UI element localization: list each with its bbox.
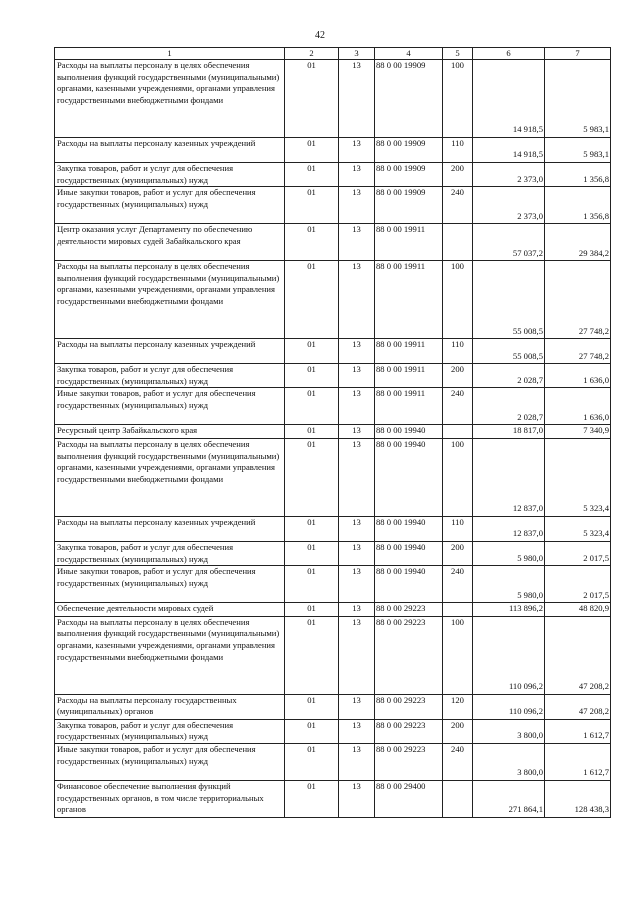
subsection-code: 13 <box>339 719 375 743</box>
amount-col7: 47 208,2 <box>545 694 611 719</box>
amount-col6: 3 800,0 <box>473 719 545 743</box>
expense-type-code <box>443 603 473 617</box>
amount-col7: 5 323,4 <box>545 516 611 541</box>
section-code: 01 <box>285 780 339 817</box>
column-header: 6 <box>473 48 545 60</box>
expense-type-code: 240 <box>443 566 473 603</box>
amount-col7: 1 636,0 <box>545 364 611 388</box>
expense-type-code: 110 <box>443 339 473 364</box>
row-name: Расходы на выплаты персоналу государственных (муниципальных) органов <box>55 694 285 719</box>
subsection-code: 13 <box>339 261 375 339</box>
section-code: 01 <box>285 187 339 224</box>
column-header: 5 <box>443 48 473 60</box>
amount-col6: 12 837,0 <box>473 438 545 516</box>
amount-col7: 5 983,1 <box>545 138 611 163</box>
subsection-code: 13 <box>339 138 375 163</box>
section-code: 01 <box>285 541 339 565</box>
row-name: Расходы на выплаты персоналу в целях обеспечения выполнения функций государственными (муниципальными) органами, казенными учреждениями, органами управления государственными внебюджетными фондами <box>55 261 285 339</box>
table-row <box>55 516 611 541</box>
table-row <box>55 261 611 339</box>
subsection-code: 13 <box>339 388 375 425</box>
section-code: 01 <box>285 60 339 138</box>
amount-col6: 55 008,5 <box>473 339 545 364</box>
target-article-code: 88 0 00 19940 <box>375 438 443 516</box>
target-article-code: 88 0 00 19911 <box>375 388 443 425</box>
target-article-code: 88 0 00 29223 <box>375 719 443 743</box>
section-code: 01 <box>285 163 339 187</box>
subsection-code: 13 <box>339 425 375 439</box>
page-number: 42 <box>315 30 325 41</box>
subsection-code: 13 <box>339 743 375 780</box>
target-article-code: 88 0 00 19909 <box>375 60 443 138</box>
row-name: Центр оказания услуг Департаменту по обеспечению деятельности мировых судей Забайкальского края <box>55 224 285 261</box>
row-name: Иные закупки товаров, работ и услуг для обеспечения государственных (муниципальных) нужд <box>55 743 285 780</box>
table-row <box>55 603 611 617</box>
section-code: 01 <box>285 425 339 439</box>
amount-col7: 5 983,1 <box>545 60 611 138</box>
amount-col6: 5 980,0 <box>473 566 545 603</box>
table-row <box>55 364 611 388</box>
table-row <box>55 224 611 261</box>
expense-type-code: 110 <box>443 516 473 541</box>
subsection-code: 13 <box>339 694 375 719</box>
target-article-code: 88 0 00 29400 <box>375 780 443 817</box>
section-code: 01 <box>285 603 339 617</box>
expense-type-code: 200 <box>443 163 473 187</box>
section-code: 01 <box>285 719 339 743</box>
column-header: 1 <box>55 48 285 60</box>
amount-col6: 18 817,0 <box>473 425 545 439</box>
row-name: Закупка товаров, работ и услуг для обеспечения государственных (муниципальных) нужд <box>55 541 285 565</box>
table-row <box>55 694 611 719</box>
expense-type-code: 120 <box>443 694 473 719</box>
amount-col7: 1 356,8 <box>545 163 611 187</box>
table-row <box>55 780 611 817</box>
target-article-code: 88 0 00 19909 <box>375 187 443 224</box>
row-name: Иные закупки товаров, работ и услуг для обеспечения государственных (муниципальных) нужд <box>55 388 285 425</box>
amount-col7: 2 017,5 <box>545 566 611 603</box>
amount-col7: 48 820,9 <box>545 603 611 617</box>
row-name: Закупка товаров, работ и услуг для обеспечения государственных (муниципальных) нужд <box>55 163 285 187</box>
table-row <box>55 138 611 163</box>
table-row <box>55 743 611 780</box>
row-name: Обеспечение деятельности мировых судей <box>55 603 285 617</box>
row-name: Ресурсный центр Забайкальского края <box>55 425 285 439</box>
amount-col7: 27 748,2 <box>545 339 611 364</box>
section-code: 01 <box>285 364 339 388</box>
row-name: Расходы на выплаты персоналу в целях обеспечения выполнения функций государственными (муниципальными) органами, казенными учреждениями, органами управления государственными внебюджетными фондами <box>55 60 285 138</box>
target-article-code: 88 0 00 19911 <box>375 261 443 339</box>
subsection-code: 13 <box>339 541 375 565</box>
expense-type-code: 110 <box>443 138 473 163</box>
section-code: 01 <box>285 224 339 261</box>
amount-col6: 3 800,0 <box>473 743 545 780</box>
row-name: Закупка товаров, работ и услуг для обеспечения государственных (муниципальных) нужд <box>55 719 285 743</box>
row-name: Иные закупки товаров, работ и услуг для обеспечения государственных (муниципальных) нужд <box>55 566 285 603</box>
amount-col7: 1 612,7 <box>545 719 611 743</box>
amount-col6: 271 864,1 <box>473 780 545 817</box>
target-article-code: 88 0 00 29223 <box>375 743 443 780</box>
target-article-code: 88 0 00 19940 <box>375 566 443 603</box>
table-row <box>55 616 611 694</box>
table-row <box>55 388 611 425</box>
subsection-code: 13 <box>339 566 375 603</box>
subsection-code: 13 <box>339 438 375 516</box>
section-code: 01 <box>285 138 339 163</box>
header-row <box>55 48 611 60</box>
amount-col7: 128 438,3 <box>545 780 611 817</box>
subsection-code: 13 <box>339 516 375 541</box>
subsection-code: 13 <box>339 616 375 694</box>
amount-col7: 1 356,8 <box>545 187 611 224</box>
column-header: 4 <box>375 48 443 60</box>
row-name: Расходы на выплаты персоналу казенных учреждений <box>55 138 285 163</box>
amount-col6: 110 096,2 <box>473 616 545 694</box>
amount-col6: 113 896,2 <box>473 603 545 617</box>
table-row <box>55 541 611 565</box>
amount-col7: 2 017,5 <box>545 541 611 565</box>
target-article-code: 88 0 00 19940 <box>375 425 443 439</box>
section-code: 01 <box>285 616 339 694</box>
amount-col6: 2 373,0 <box>473 187 545 224</box>
target-article-code: 88 0 00 19940 <box>375 541 443 565</box>
amount-col6: 14 918,5 <box>473 60 545 138</box>
amount-col7: 27 748,2 <box>545 261 611 339</box>
row-name: Расходы на выплаты персоналу в целях обеспечения выполнения функций государственными (муниципальными) органами, казенными учреждениями, органами управления государственными внебюджетными фондами <box>55 438 285 516</box>
amount-col6: 12 837,0 <box>473 516 545 541</box>
section-code: 01 <box>285 388 339 425</box>
row-name: Иные закупки товаров, работ и услуг для обеспечения государственных (муниципальных) нужд <box>55 187 285 224</box>
row-name: Расходы на выплаты персоналу в целях обеспечения выполнения функций государственными (муниципальными) органами, казенными учреждениями, органами управления государственными внебюджетными фондами <box>55 616 285 694</box>
table-row <box>55 60 611 138</box>
subsection-code: 13 <box>339 163 375 187</box>
row-name: Расходы на выплаты персоналу казенных учреждений <box>55 516 285 541</box>
target-article-code: 88 0 00 19911 <box>375 224 443 261</box>
expense-type-code: 240 <box>443 388 473 425</box>
table-row <box>55 566 611 603</box>
column-header: 3 <box>339 48 375 60</box>
expense-type-code: 200 <box>443 541 473 565</box>
budget-table <box>54 47 611 818</box>
amount-col6: 55 008,5 <box>473 261 545 339</box>
table-row <box>55 719 611 743</box>
amount-col6: 2 028,7 <box>473 364 545 388</box>
target-article-code: 88 0 00 19911 <box>375 339 443 364</box>
target-article-code: 88 0 00 29223 <box>375 694 443 719</box>
amount-col6: 5 980,0 <box>473 541 545 565</box>
amount-col6: 2 028,7 <box>473 388 545 425</box>
expense-type-code: 100 <box>443 438 473 516</box>
section-code: 01 <box>285 566 339 603</box>
target-article-code: 88 0 00 19940 <box>375 516 443 541</box>
column-header: 2 <box>285 48 339 60</box>
table-row <box>55 425 611 439</box>
subsection-code: 13 <box>339 339 375 364</box>
subsection-code: 13 <box>339 187 375 224</box>
expense-type-code <box>443 224 473 261</box>
row-name: Финансовое обеспечение выполнения функций государственных органов, в том числе территориальных органов <box>55 780 285 817</box>
expense-type-code: 200 <box>443 364 473 388</box>
target-article-code: 88 0 00 19909 <box>375 163 443 187</box>
amount-col7: 29 384,2 <box>545 224 611 261</box>
amount-col7: 1 612,7 <box>545 743 611 780</box>
amount-col7: 47 208,2 <box>545 616 611 694</box>
target-article-code: 88 0 00 19909 <box>375 138 443 163</box>
section-code: 01 <box>285 516 339 541</box>
target-article-code: 88 0 00 19911 <box>375 364 443 388</box>
amount-col6: 2 373,0 <box>473 163 545 187</box>
table-row <box>55 438 611 516</box>
subsection-code: 13 <box>339 780 375 817</box>
expense-type-code: 240 <box>443 743 473 780</box>
expense-type-code <box>443 425 473 439</box>
section-code: 01 <box>285 743 339 780</box>
table-row <box>55 187 611 224</box>
subsection-code: 13 <box>339 60 375 138</box>
subsection-code: 13 <box>339 364 375 388</box>
amount-col7: 7 340,9 <box>545 425 611 439</box>
amount-col7: 5 323,4 <box>545 438 611 516</box>
amount-col6: 57 037,2 <box>473 224 545 261</box>
expense-type-code: 240 <box>443 187 473 224</box>
expense-type-code: 100 <box>443 616 473 694</box>
column-header: 7 <box>545 48 611 60</box>
subsection-code: 13 <box>339 603 375 617</box>
table-row <box>55 163 611 187</box>
section-code: 01 <box>285 339 339 364</box>
expense-type-code <box>443 780 473 817</box>
section-code: 01 <box>285 438 339 516</box>
target-article-code: 88 0 00 29223 <box>375 616 443 694</box>
expense-type-code: 100 <box>443 261 473 339</box>
section-code: 01 <box>285 261 339 339</box>
subsection-code: 13 <box>339 224 375 261</box>
amount-col6: 14 918,5 <box>473 138 545 163</box>
expense-type-code: 100 <box>443 60 473 138</box>
section-code: 01 <box>285 694 339 719</box>
amount-col7: 1 636,0 <box>545 388 611 425</box>
expense-type-code: 200 <box>443 719 473 743</box>
target-article-code: 88 0 00 29223 <box>375 603 443 617</box>
row-name: Расходы на выплаты персоналу казенных учреждений <box>55 339 285 364</box>
table-row <box>55 339 611 364</box>
amount-col6: 110 096,2 <box>473 694 545 719</box>
row-name: Закупка товаров, работ и услуг для обеспечения государственных (муниципальных) нужд <box>55 364 285 388</box>
